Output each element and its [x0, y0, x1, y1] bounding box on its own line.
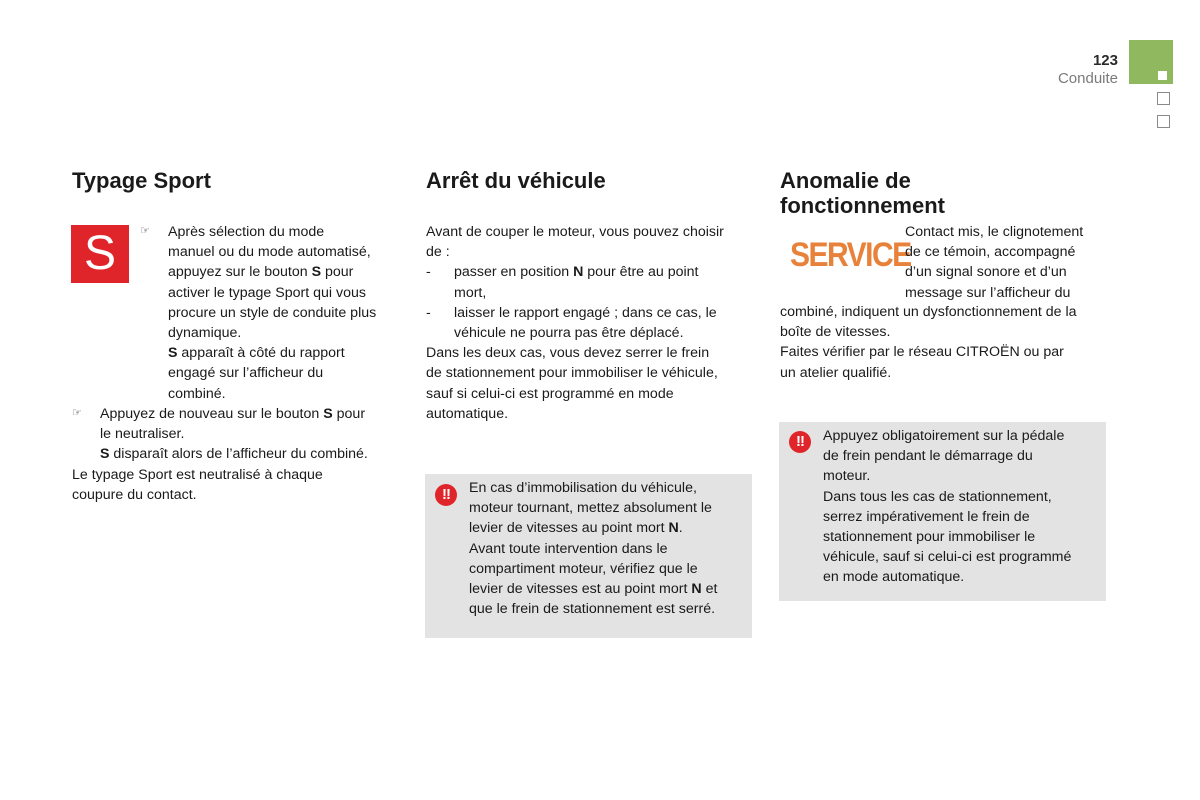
text-line: de :	[426, 244, 450, 261]
text-line: dynamique.	[168, 325, 242, 342]
text-line: procure un style de conduite plus	[168, 304, 377, 321]
text-line: d’un signal sonore et d’un	[905, 264, 1067, 281]
chapter-tab-box[interactable]	[1157, 115, 1170, 128]
list-item	[426, 303, 756, 343]
text-line: automatique.	[426, 405, 509, 422]
gear-n-ref: N	[668, 520, 679, 537]
text-fragment: appuyez sur le bouton	[168, 264, 312, 281]
warning-note-immobilisation	[425, 474, 752, 638]
warning-exclamation-icon: !!	[789, 431, 811, 453]
text-line: Contact mis, le clignotement	[905, 224, 1084, 240]
warning-text	[823, 426, 1103, 588]
text-line: Avant toute intervention dans le	[469, 540, 668, 557]
text-line	[469, 579, 749, 599]
text-line	[100, 444, 400, 464]
text-fragment: passer en position	[454, 264, 574, 281]
button-s-ref: S	[323, 406, 333, 422]
warning-note-frein	[779, 422, 1106, 601]
chapter-tab-active[interactable]	[1129, 40, 1173, 84]
text-line: coupure du contact.	[72, 487, 197, 504]
section-title-typage-sport: Typage Sport	[72, 168, 211, 193]
text-fragment: levier de vitesses est au point mort	[469, 581, 692, 598]
text-line: activer le typage Sport qui vous	[168, 284, 366, 301]
text-line: mort,	[454, 284, 487, 301]
text-line: message sur l’afficheur du	[905, 284, 1071, 301]
text-line: stationnement pour immobiliser le	[823, 529, 1036, 546]
text-line: Faites vérifier par le réseau CITROËN ou par	[780, 344, 1064, 361]
dash-bullet: -	[426, 304, 431, 321]
button-s-ref: S	[311, 264, 322, 281]
text-line: Appuyez obligatoirement sur la pédale	[823, 428, 1065, 444]
title-line: fonctionnement	[780, 193, 945, 218]
text-line: boîte de vitesses.	[780, 324, 891, 341]
text-line: de frein pendant le démarrage du	[823, 448, 1033, 465]
text-line: de ce témoin, accompagné	[905, 244, 1076, 261]
text-line: en mode automatique.	[823, 569, 965, 586]
gear-n-ref: N	[691, 581, 702, 598]
text-fragment: .	[678, 520, 683, 537]
text-fragment: pour	[332, 406, 366, 422]
button-s-ref: S	[100, 446, 110, 463]
arret-body	[426, 222, 756, 424]
text-fragment: disparaît alors de l’afficheur du combiné.	[109, 446, 368, 463]
bullet-neutralize-sport	[100, 404, 400, 465]
title-line: Anomalie de	[780, 168, 911, 193]
chapter-tab-box[interactable]	[1157, 92, 1170, 105]
text-line: véhicule, sauf si celui-ci est programmé	[823, 549, 1072, 566]
text-line: Dans tous les cas de stationnement,	[823, 488, 1052, 505]
text-line: le neutraliser.	[100, 426, 185, 443]
text-fragment: et	[701, 581, 718, 598]
text-fragment: pour	[321, 264, 354, 281]
section-name: Conduite	[1057, 70, 1118, 87]
text-fragment: pour être au point	[583, 264, 699, 281]
tab-dot-icon	[1158, 71, 1167, 80]
text-line: combiné, indiquent un dysfonctionnement de la	[780, 304, 1077, 320]
text-line: Après sélection du mode	[168, 224, 325, 240]
pointing-hand-icon: ☞	[72, 407, 82, 419]
text-line: moteur tournant, mettez absolument le	[469, 500, 712, 517]
text-line: Le typage Sport est neutralisé à chaque	[72, 467, 323, 483]
text-fragment: Appuyez de nouveau sur le bouton	[100, 406, 324, 422]
bullet-activate-sport	[168, 222, 403, 404]
warning-text	[469, 478, 749, 619]
service-warning-icon	[790, 236, 911, 274]
text-line	[454, 262, 756, 282]
sport-mode-letter: S	[83, 227, 116, 280]
button-s-ref: S	[168, 345, 178, 362]
text-line: Avant de couper le moteur, vous pouvez choisir	[426, 224, 724, 240]
text-line: Dans les deux cas, vous devez serrer le frein	[426, 345, 710, 362]
text-line: compartiment moteur, vérifiez que le	[469, 560, 698, 577]
paragraph-neutralized	[72, 465, 372, 505]
list-item	[426, 262, 756, 302]
text-line	[168, 262, 403, 282]
page-number: 123	[1092, 52, 1118, 69]
text-line: que le frein de stationnement est serré.	[469, 601, 716, 618]
text-fragment: apparaît à côté du rapport	[177, 345, 345, 362]
text-fragment: levier de vitesses au point mort	[469, 520, 669, 537]
pointing-hand-icon: ☞	[140, 225, 150, 237]
service-label: SERVICE	[790, 236, 911, 274]
text-line	[168, 343, 403, 363]
anomalie-body	[780, 302, 1110, 383]
text-line: un atelier qualifié.	[780, 364, 892, 381]
text-line	[100, 404, 400, 424]
dash-bullet: -	[426, 264, 431, 281]
text-line: sauf si celui-ci est programmé en mode	[426, 385, 674, 402]
text-line	[469, 518, 749, 538]
text-line: laisser le rapport engagé ; dans ce cas, le	[454, 304, 717, 321]
gear-n-ref: N	[573, 264, 584, 281]
text-line: combiné.	[168, 385, 226, 402]
sport-mode-icon	[71, 225, 129, 283]
section-title-anomalie	[780, 168, 1100, 218]
text-line: En cas d’immobilisation du véhicule,	[469, 480, 697, 496]
text-line: manuel ou du mode automatisé,	[168, 244, 371, 261]
anomalie-body-wrapped	[905, 222, 1105, 303]
text-line: de stationnement pour immobiliser le véhicule,	[426, 365, 718, 382]
text-line: engagé sur l’afficheur du	[168, 365, 324, 382]
text-line: moteur.	[823, 468, 871, 485]
text-line: véhicule ne pourra pas être déplacé.	[454, 325, 684, 342]
section-title-arret-vehicule: Arrêt du véhicule	[426, 168, 606, 193]
warning-exclamation-icon: !!	[435, 484, 457, 506]
text-line: serrez impérativement le frein de	[823, 508, 1030, 525]
